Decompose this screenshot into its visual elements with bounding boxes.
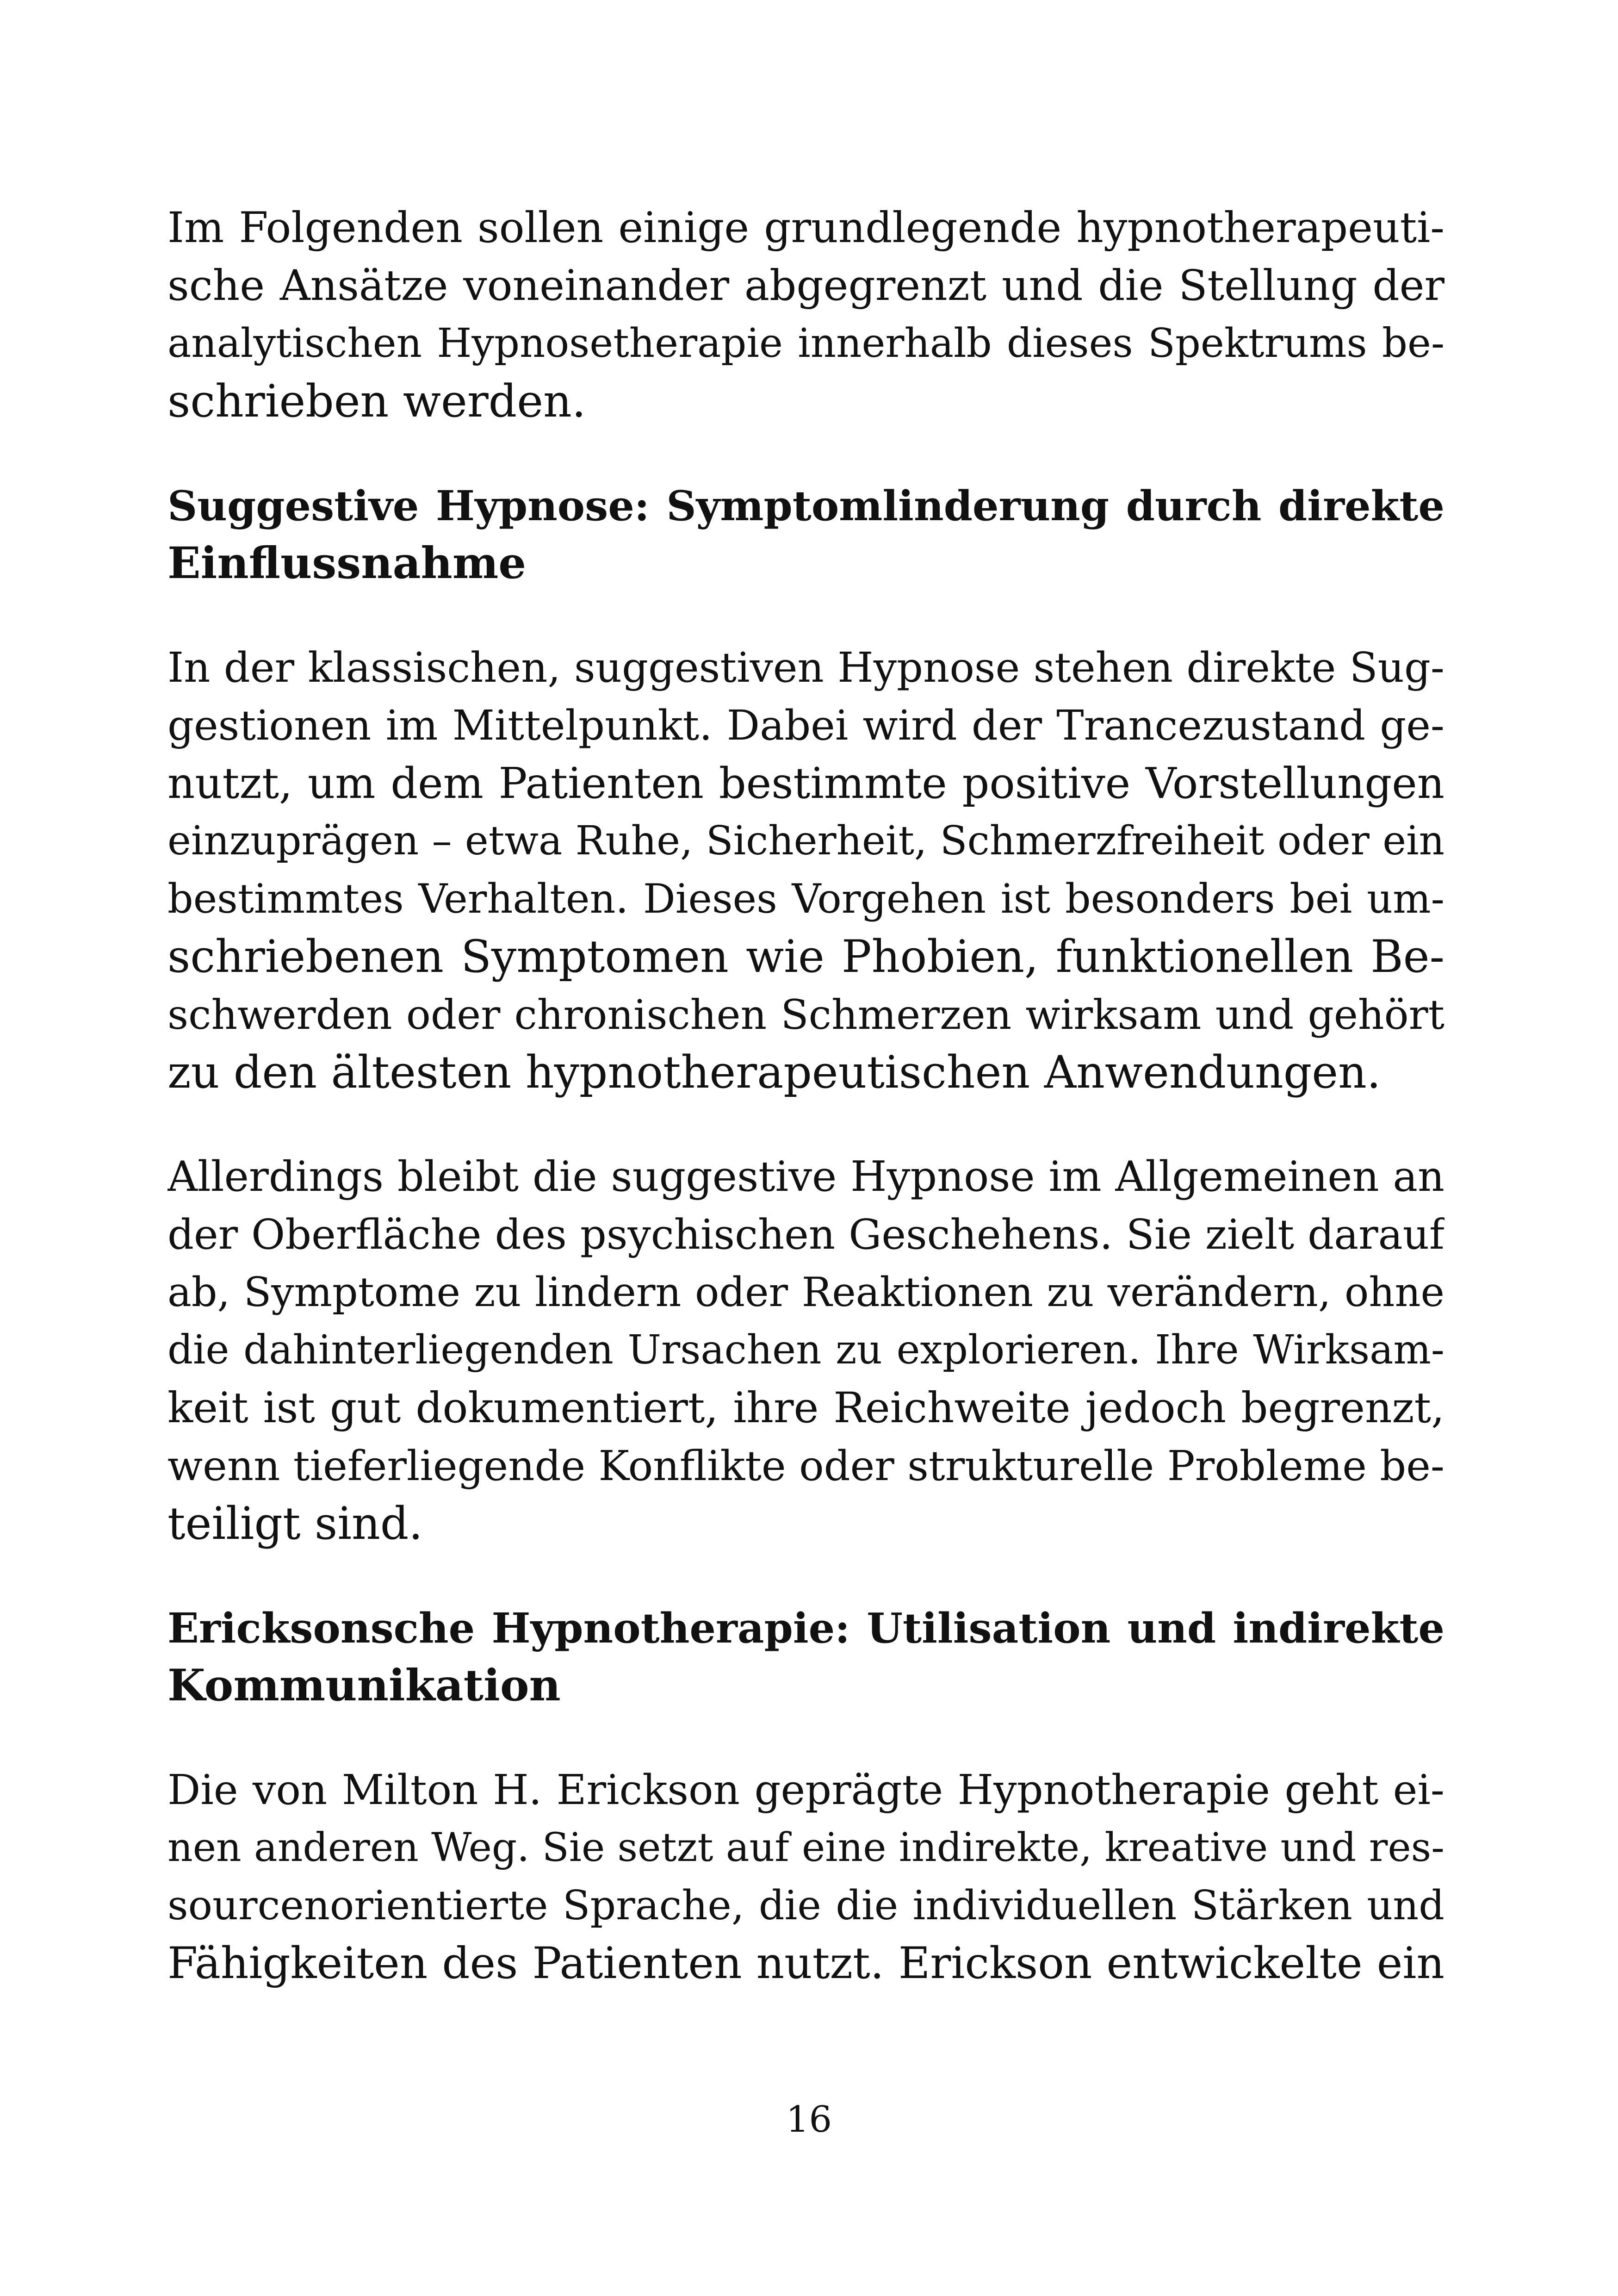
text-line: ab, Symptome zu lindern oder Reaktionen zu verändern, ohne [167,1269,1444,1316]
text-line: Einflussnahme [167,538,527,589]
text-line: einzuprägen – etwa Ruhe, Sicherheit, Schmerzfreiheit oder ein [167,818,1444,864]
text-line: Ericksonsche Hypnotherapie: Utilisation und indirekte [167,1604,1444,1652]
text-line: nutzt, um dem Patienten bestimmte positive Vorstellungen [167,759,1444,808]
text-line: Im Folgenden sollen einige grundlegende hypnotherapeuti- [167,204,1444,252]
text-line: Fähigkeiten des Patienten nutzt. Erickson entwickelte ein [167,1938,1444,1989]
text-line: analytischen Hypnosetherapie innerhalb dieses Spektrums be- [167,320,1444,367]
text-line: der Oberfläche des psychischen Geschehens. Sie zielt darauf [167,1210,1444,1258]
paragraph [167,1761,1444,1992]
text-line: keit ist gut dokumentiert, ihre Reichweite jedoch begrenzt, [167,1384,1444,1432]
paragraph [167,639,1444,1101]
text-line: sche Ansätze voneinander abgegrenzt und die Stellung der [167,261,1444,310]
section-heading [167,1599,1444,1715]
text-line: schwerden oder chronischen Schmerzen wirksam und gehört [167,991,1444,1039]
text-line: In der klassischen, suggestiven Hypnose stehen direkte Sug- [167,643,1444,691]
text-line: Die von Milton H. Erickson geprägte Hypnotherapie geht ei- [167,1766,1444,1814]
text-line: sourcenorientierte Sprache, die die individuellen Stärken und [167,1882,1444,1929]
text-line: gestionen im Mittelpunkt. Dabei wird der Trancezustand ge- [167,701,1444,749]
text-line: wenn tieferliegende Konflikte oder strukturelle Probleme be- [167,1442,1444,1490]
page-number: 16 [786,2099,832,2140]
text-line: schriebenen Symptomen wie Phobien, funktionellen Be- [167,931,1444,983]
section-heading [167,477,1444,592]
text-line: schrieben werden. [167,375,586,427]
text-line: Allerdings bleibt die suggestive Hypnose im Allgemeinen an [167,1152,1444,1201]
body-text [167,199,1444,2039]
paragraph [167,199,1444,430]
text-line: teiligt sind. [167,1498,423,1549]
paragraph [167,1148,1444,1553]
text-line: nen anderen Weg. Sie setzt auf eine indirekte, kreative und res- [167,1825,1444,1871]
text-line: Kommunikation [167,1660,561,1711]
text-line: die dahinterliegenden Ursachen zu explorieren. Ihre Wirksam- [167,1327,1444,1373]
text-line: zu den ältesten hypnotherapeutischen Anwendungen. [167,1046,1381,1098]
text-line: Suggestive Hypnose: Symptomlinderung durch direkte [167,481,1444,530]
text-line: bestimmtes Verhalten. Dieses Vorgehen ist besonders bei um- [167,875,1444,922]
